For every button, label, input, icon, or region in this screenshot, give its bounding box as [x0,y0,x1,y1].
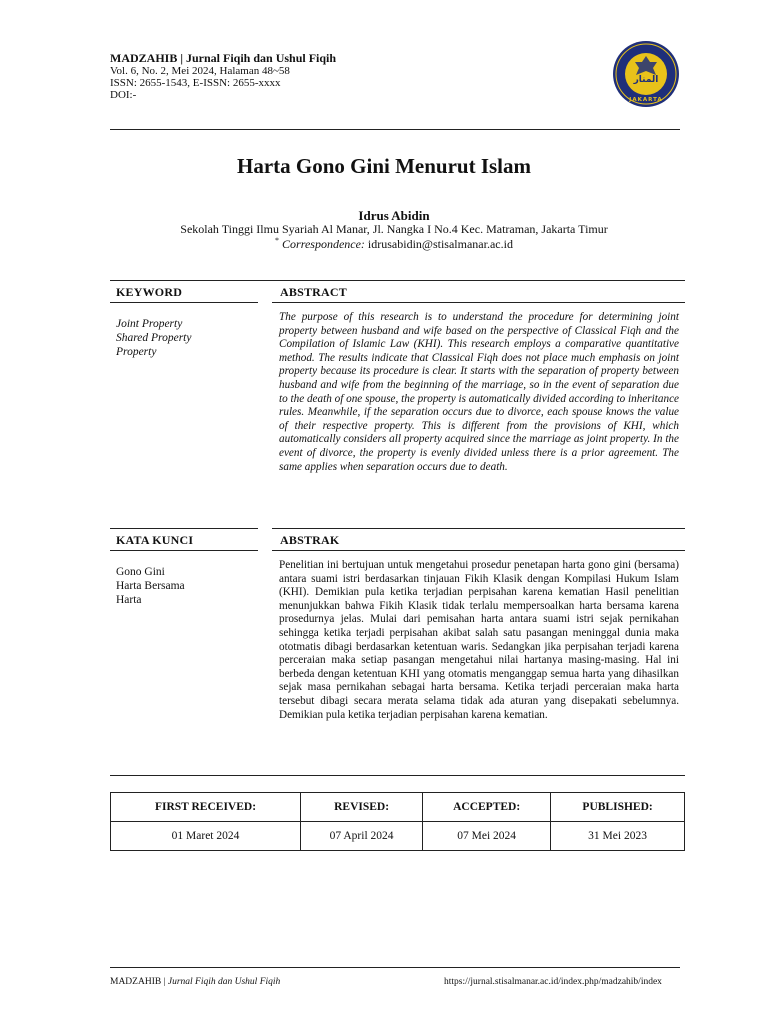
revised-date: 07 April 2024 [301,822,423,851]
kata-kunci-underline [110,550,258,551]
footer-journal-name: MADZAHIB [110,977,162,987]
english-top-rule [110,280,685,281]
first-received-date: 01 Maret 2024 [111,822,301,851]
correspondence-mark: * [275,236,280,245]
correspondence-label: Correspondence: [282,237,365,251]
logo-latin-text: JAKARTA [629,97,663,103]
published-header: PUBLISHED: [551,793,685,822]
indonesian-keywords [116,565,185,607]
header-rule [110,129,680,130]
doi-info: DOI:- [110,89,137,101]
keyword-item: Property [116,346,157,358]
abstract-heading: ABSTRACT [280,285,347,299]
keyword-item: Joint Property [116,318,183,330]
published-date: 31 Mei 2023 [551,822,685,851]
kata-kunci-heading: KATA KUNCI [116,533,194,547]
accepted-date: 07 Mei 2024 [423,822,551,851]
abstrak-heading: ABSTRAK [280,533,340,547]
keyword-heading: KEYWORD [116,285,183,299]
keyword-item: Shared Property [116,332,192,344]
journal-header [110,52,590,101]
journal-title-line: MADZAHIB | Jurnal Fiqih dan Ushul Fiqih [110,51,337,65]
kata-kunci-top-rule [110,528,258,529]
indonesian-abstract: Penelitian ini bertujuan untuk mengetahui prosedur penetapan harta gono gini (bersama) antara suami istri berdasarkan tinjauan Fikih Klasik dengan Kompilasi Hukum Islam (KHI). Demikian pula ketika terjadian perpisahan karena kematian Hasil penelitian menunjukkan bahwa Fikih Klasik tidak terlalu mempersoalkan harta bersama karena prosedurnya jelas. Mulai dari pemisahan harta antara suami istri sejak pernikahan sehingga ketika terjadi perpisahan akibat salah satu pasangan meninggal dunia maka ototmatis dibagi berdasarkan ketentuan waris. Sedangkan jika perpisahan terjadi karena perceraian maka setiap pasangan mengetahui nilai hartanya masing-masing. Hal ini berbeda dengan ketentuan KHI yang otomatis menganggap semua harta yang dihasilkan sejak masa pernikahan sebagai harta bersama. Ketika terjadi perceraian maka harta tersebut dibagi secara merata selama tidak ada aturan yang disepakati sebelumnya. Demikian pula ketika terjadian perpisahan karena kematian. [279,559,679,721]
abstrak-underline [272,550,685,551]
section-bottom-rule [110,775,685,776]
paper-author: Idrus Abidin [358,208,430,223]
correspondence-email[interactable]: idrusabidin@stisalmanar.ac.id [367,237,513,251]
journal-name: MADZAHIB [110,51,178,65]
footer-url[interactable]: https://jurnal.stisalmanar.ac.id/index.php/madzahib/index [444,977,662,987]
volume-info: Vol. 6, No. 2, Mei 2024, Halaman 48~58 [110,65,290,77]
revised-header: REVISED: [301,793,423,822]
english-keywords [116,317,191,359]
footer-journal: MADZAHIB | Jurnal Fiqih dan Ushul Fiqih [110,977,281,987]
institution-logo [612,40,680,108]
correspondence [0,236,768,252]
author-affiliation: Sekolah Tinggi Ilmu Syariah Al Manar, Jl. Nangka I No.4 Kec. Matraman, Jakarta Timur [180,222,608,236]
issn-info: ISSN: 2655-1543, E-ISSN: 2655-xxxx [110,77,281,89]
logo-arabic-text: المنار [633,75,659,85]
keyword-item: Harta Bersama [116,580,185,592]
footer-journal-full: Jurnal Fiqih dan Ushul Fiqih [167,977,281,987]
table-row [111,822,685,851]
abstract-underline [272,302,685,303]
submission-dates-table [110,792,685,851]
abstrak-top-rule [272,528,685,529]
first-received-header: FIRST RECEIVED: [111,793,301,822]
keyword-item: Gono Gini [116,566,165,578]
keyword-underline [110,302,258,303]
accepted-header: ACCEPTED: [423,793,551,822]
english-abstract: The purpose of this research is to understand the procedure for determining joint property between husband and wife based on the perspective of Classical Fiqh and the Compilation of Islamic Law (KHI). This research employs a comparative quantitative method. The results indicate that Classical Fiqh does not place much emphasis on joint property because its procedure is clear. It starts with the separation of property between husband and wife from the beginning of the marriage, so in the event of separation due to the death of one spouse, the property is automatically divided according to inheritance rules. Meanwhile, if the separation occurs due to divorce, each spouse knows the value of their respective property. This is different from the provisions of KHI, which automatically considers all property acquired since the marriage as joint property. In the event of divorce, the property is evenly divided unless there is a prior agreement. The same applies when separation occurs due to death. [279,311,679,473]
table-header-row [111,793,685,822]
footer-rule [110,967,680,968]
keyword-item: Harta [116,594,142,606]
journal-full-name: Jurnal Fiqih dan Ushul Fiqih [186,51,337,65]
paper-title: Harta Gono Gini Menurut Islam [236,154,531,178]
